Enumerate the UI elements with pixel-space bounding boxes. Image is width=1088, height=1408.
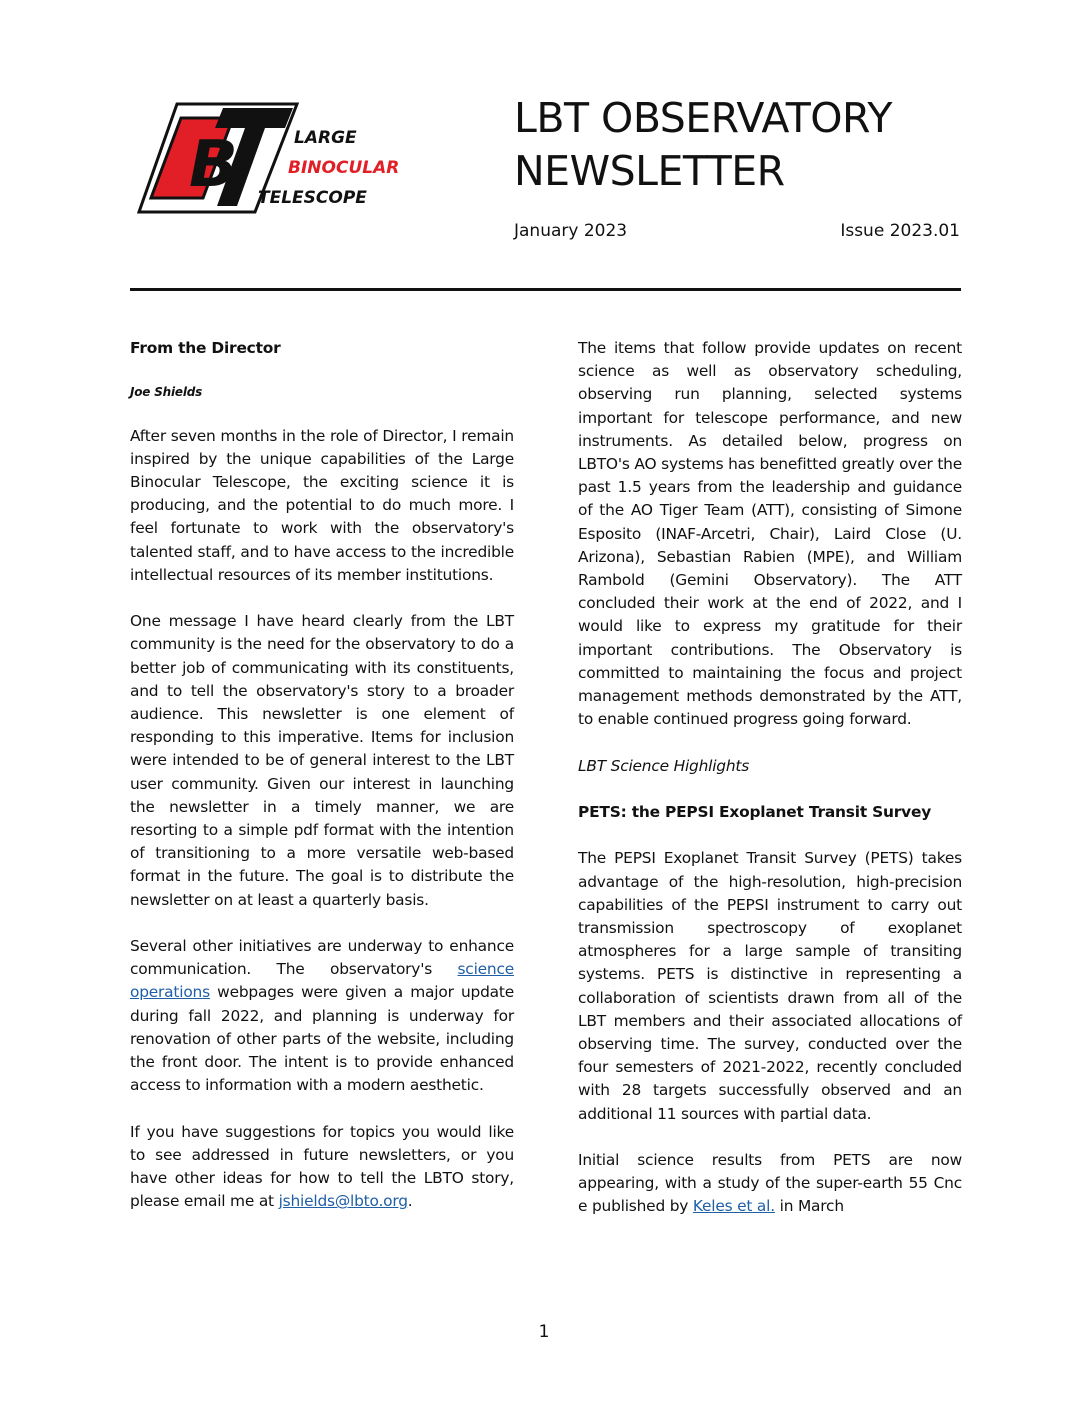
section-title-director: From the Director bbox=[130, 339, 281, 357]
director-paragraph-2: One message I have heard clearly from the LBT community is the need for the observatory to do a better job of communicating with its constituents, and to tell the observatory's story to a broader audience. This newsletter is one element of responding to this imperative. Items for inclusion were intended to be of general interest to the LBT user community. Given our interest in launching the newsletter in a timely manner, we are resorting to a simple pdf format with the intention of transitioning to a more versatile web-based format in the future. The goal is to distribute the newsletter on at least a quarterly basis. bbox=[130, 612, 514, 909]
science-operations-link[interactable]: science operations bbox=[130, 960, 514, 1002]
page-number: 1 bbox=[538, 1322, 550, 1342]
right-column bbox=[578, 337, 962, 1242]
email-link[interactable]: jshields@lbto.org bbox=[278, 1192, 408, 1211]
logo-word-large: LARGE bbox=[294, 128, 357, 148]
header-divider bbox=[130, 288, 961, 291]
director-paragraph-3 bbox=[130, 935, 514, 1097]
paragraph-text: webpages were given a major update during fall 2022, and planning is underway for renovation of other parts of the website, including the front door. The intent is to provide enhanced access to information with a modern aesthetic. bbox=[130, 983, 514, 1095]
keles-et-al-link[interactable]: Keles et al. bbox=[692, 1197, 775, 1216]
lbt-logo bbox=[137, 102, 402, 214]
updates-paragraph: The items that follow provide updates on recent science as well as observatory scheduling, observing run planning, selected systems important for telescope performance, and new instruments. As detailed below, progress on LBTO's AO systems has benefitted greatly over the past 1.5 years from the leadership and guidance of the AO Tiger Team (ATT), consisting of Simone Esposito (INAF-Arcetri, Chair), Laird Close (U. Arizona), Sebastian Rabien (MPE), and William Rambold (Gemini Observatory). The ATT concluded their work at the end of 2022, and I would like to express my gratitude for their important contributions. The Observatory is committed to maintaining the focus and project management methods demonstrated by the ATT, to enable continued progress going forward. bbox=[578, 339, 962, 729]
pets-paragraph-1: The PEPSI Exoplanet Transit Survey (PETS) takes advantage of the high-resolution, high-precision capabilities of the PEPSI instrument to carry out transmission spectroscopy of exoplanet atmospheres for a large sample of transiting systems. PETS is distinctive in representing a collaboration of scientists drawn from all of the LBT members and their associated allocations of observing time. The survey, conducted over the four semesters of 2021-2022, recently concluded with 28 targets successfully observed and an additional 11 sources with partial data. bbox=[578, 849, 962, 1123]
issue-number: Issue 2023.01 bbox=[840, 221, 960, 241]
issue-date: January 2023 bbox=[514, 221, 628, 241]
paragraph-text: Initial science results from PETS are now appearing, with a study of the super-earth 55 Cnc e published by bbox=[578, 1151, 962, 1216]
lbt-logo-graphic bbox=[137, 102, 402, 214]
logo-letter-b: B bbox=[189, 128, 238, 202]
pets-paragraph-2 bbox=[578, 1149, 962, 1219]
logo-word-telescope: TELESCOPE bbox=[258, 188, 367, 208]
paragraph-text: Several other initiatives are underway to enhance communication. The observatory's bbox=[130, 937, 514, 979]
director-paragraph-4 bbox=[130, 1121, 514, 1214]
director-paragraph-1: After seven months in the role of Director, I remain inspired by the unique capabilities of the Large Binocular Telescope, the exciting science it is producing, and the potential to do much more. I feel fortunate to work with the observatory's talented staff, and to have access to the incredible intellectual resources of its member institutions. bbox=[130, 426, 514, 584]
title-line-1: LBT OBSERVATORY bbox=[514, 94, 892, 142]
paragraph-text: . bbox=[407, 1192, 413, 1211]
subsection-title-pets: PETS: the PEPSI Exoplanet Transit Survey bbox=[578, 803, 932, 822]
title-line-2: NEWSLETTER bbox=[514, 147, 785, 195]
section-title-science-highlights: LBT Science Highlights bbox=[578, 756, 750, 775]
paragraph-text: If you have suggestions for topics you would like to see addressed in future newsletters, or you have other ideas for how to tell the LBTO story, please email me at bbox=[130, 1122, 514, 1211]
paragraph-text: in March bbox=[774, 1197, 844, 1216]
logo-word-binocular: BINOCULAR bbox=[288, 158, 400, 178]
left-column bbox=[130, 337, 514, 1237]
section-author: Joe Shields bbox=[130, 385, 203, 400]
newsletter-title bbox=[514, 92, 984, 198]
